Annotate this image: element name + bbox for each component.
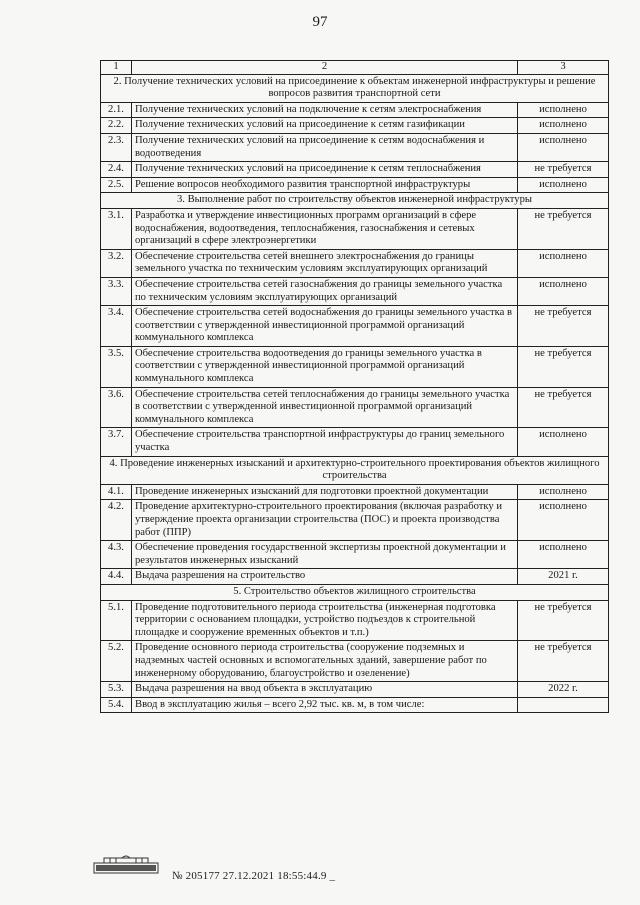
item-status: не требуется xyxy=(518,162,609,178)
section-heading: 2. Получение технических условий на присоединение к объектам инженерной инфраструктуры и решение вопросов развития транспортной сети xyxy=(101,74,609,102)
table-row xyxy=(101,600,609,641)
item-number: 5.3. xyxy=(101,682,132,698)
table-body xyxy=(101,61,609,713)
item-status: исполнено xyxy=(518,133,609,161)
item-status xyxy=(518,697,609,713)
item-number: 3.6. xyxy=(101,387,132,428)
footer xyxy=(92,852,592,892)
table-row xyxy=(101,346,609,387)
table-row xyxy=(101,249,609,277)
table-row xyxy=(101,428,609,456)
item-status: исполнено xyxy=(518,177,609,193)
item-description: Обеспечение строительства сетей внешнего электроснабжения до границы земельного участка по техническим условиям эксплуатирующих организаций xyxy=(132,249,518,277)
document-registration-id: № 205177 27.12.2021 18:55:44.9 _ xyxy=(172,870,336,882)
item-status: не требуется xyxy=(518,600,609,641)
item-description: Обеспечение строительства сетей теплоснабжения до границы земельного участка в соответствии с утвержденной инвестиционной программой организаций коммунального комплекса xyxy=(132,387,518,428)
table-row xyxy=(101,682,609,698)
item-number: 3.2. xyxy=(101,249,132,277)
item-status: исполнено xyxy=(518,249,609,277)
table-row xyxy=(101,162,609,178)
item-status: не требуется xyxy=(518,641,609,682)
item-status: исполнено xyxy=(518,102,609,118)
item-number: 4.1. xyxy=(101,484,132,500)
item-number: 2.3. xyxy=(101,133,132,161)
table-row xyxy=(101,569,609,585)
table-row xyxy=(101,641,609,682)
section-heading: 5. Строительство объектов жилищного строительства xyxy=(101,584,609,600)
item-number: 5.1. xyxy=(101,600,132,641)
item-number: 3.7. xyxy=(101,428,132,456)
item-number: 5.2. xyxy=(101,641,132,682)
item-status: не требуется xyxy=(518,306,609,347)
item-description: Выдача разрешения на строительство xyxy=(132,569,518,585)
item-status: исполнено xyxy=(518,428,609,456)
item-status: не требуется xyxy=(518,346,609,387)
item-description: Ввод в эксплуатацию жилья – всего 2,92 тыс. кв. м, в том числе: xyxy=(132,697,518,713)
table-row xyxy=(101,697,609,713)
item-description: Разработка и утверждение инвестиционных программ организаций в сфере водоснабжения, водоотведения, теплоснабжения, газоснабжения и сетевых организаций в сфере электроэнергетики xyxy=(132,208,518,249)
item-description: Проведение подготовительного периода строительства (инженерная подготовка территории с основанием площадки, устройство подъездов к строительной площадке и сооружение временных объектов и т.п.) xyxy=(132,600,518,641)
item-description: Обеспечение строительства сетей водоснабжения до границы земельного участка в соответствии с утвержденной инвестиционной программой организаций коммунального комплекса xyxy=(132,306,518,347)
item-description: Обеспечение строительства сетей газоснабжения до границы земельного участка по техническим условиям эксплуатирующих организаций xyxy=(132,277,518,305)
section-heading-row xyxy=(101,193,609,209)
item-number: 2.4. xyxy=(101,162,132,178)
item-description: Проведение основного периода строительства (сооружение подземных и надземных частей основных и вспомогательных зданий, завершение работ по инженерному оборудованию, благоустройство и озеленение) xyxy=(132,641,518,682)
header-col-2: 2 xyxy=(132,61,518,75)
item-description: Обеспечение строительства транспортной инфраструктуры до границ земельного участка xyxy=(132,428,518,456)
item-number: 3.3. xyxy=(101,277,132,305)
item-description: Проведение инженерных изысканий для подготовки проектной документации xyxy=(132,484,518,500)
section-heading-row xyxy=(101,584,609,600)
item-status: исполнено xyxy=(518,118,609,134)
table-row xyxy=(101,102,609,118)
table-row xyxy=(101,484,609,500)
table-row xyxy=(101,133,609,161)
table-row xyxy=(101,541,609,569)
item-number: 4.2. xyxy=(101,500,132,541)
item-status: не требуется xyxy=(518,387,609,428)
item-description: Выдача разрешения на ввод объекта в эксплуатацию xyxy=(132,682,518,698)
section-heading-row xyxy=(101,456,609,484)
table-row xyxy=(101,118,609,134)
table-row xyxy=(101,208,609,249)
item-number: 2.2. xyxy=(101,118,132,134)
item-description: Обеспечение строительства водоотведения до границы земельного участка в соответствии с утвержденной инвестиционной программой организаций коммунального комплекса xyxy=(132,346,518,387)
item-description: Получение технических условий на присоединение к сетям теплоснабжения xyxy=(132,162,518,178)
header-col-1: 1 xyxy=(101,61,132,75)
registry-stamp-icon xyxy=(92,854,160,874)
item-description: Получение технических условий на присоединение к сетям газификации xyxy=(132,118,518,134)
item-status: исполнено xyxy=(518,484,609,500)
item-status: исполнено xyxy=(518,541,609,569)
table-row xyxy=(101,177,609,193)
table-row xyxy=(101,387,609,428)
header-col-3: 3 xyxy=(518,61,609,75)
table-header-row xyxy=(101,61,609,75)
item-description: Проведение архитектурно-строительного проектирования (включая разработку и утверждение проекта организации строительства (ПОС) и проекта производства работ (ППР) xyxy=(132,500,518,541)
section-heading: 3. Выполнение работ по строительству объектов инженерной инфраструктуры xyxy=(101,193,609,209)
item-number: 4.4. xyxy=(101,569,132,585)
item-description: Решение вопросов необходимого развития транспортной инфраструктуры xyxy=(132,177,518,193)
item-number: 5.4. xyxy=(101,697,132,713)
item-status: исполнено xyxy=(518,500,609,541)
item-number: 3.1. xyxy=(101,208,132,249)
table-row xyxy=(101,500,609,541)
table-row xyxy=(101,277,609,305)
item-number: 3.5. xyxy=(101,346,132,387)
item-number: 2.1. xyxy=(101,102,132,118)
item-number: 4.3. xyxy=(101,541,132,569)
section-heading: 4. Проведение инженерных изысканий и архитектурно-строительного проектирования объектов жилищного строительства xyxy=(101,456,609,484)
item-description: Получение технических условий на присоединение к сетям водоснабжения и водоотведения xyxy=(132,133,518,161)
item-number: 2.5. xyxy=(101,177,132,193)
item-description: Обеспечение проведения государственной экспертизы проектной документации и результатов инженерных изысканий xyxy=(132,541,518,569)
page-number: 97 xyxy=(312,14,328,30)
item-status: исполнено xyxy=(518,277,609,305)
document-table-wrap xyxy=(100,60,608,713)
table-row xyxy=(101,306,609,347)
item-status: не требуется xyxy=(518,208,609,249)
item-status: 2021 г. xyxy=(518,569,609,585)
item-status: 2022 г. xyxy=(518,682,609,698)
document-table xyxy=(100,60,609,713)
item-number: 3.4. xyxy=(101,306,132,347)
section-heading-row xyxy=(101,74,609,102)
item-description: Получение технических условий на подключение к сетям электроснабжения xyxy=(132,102,518,118)
